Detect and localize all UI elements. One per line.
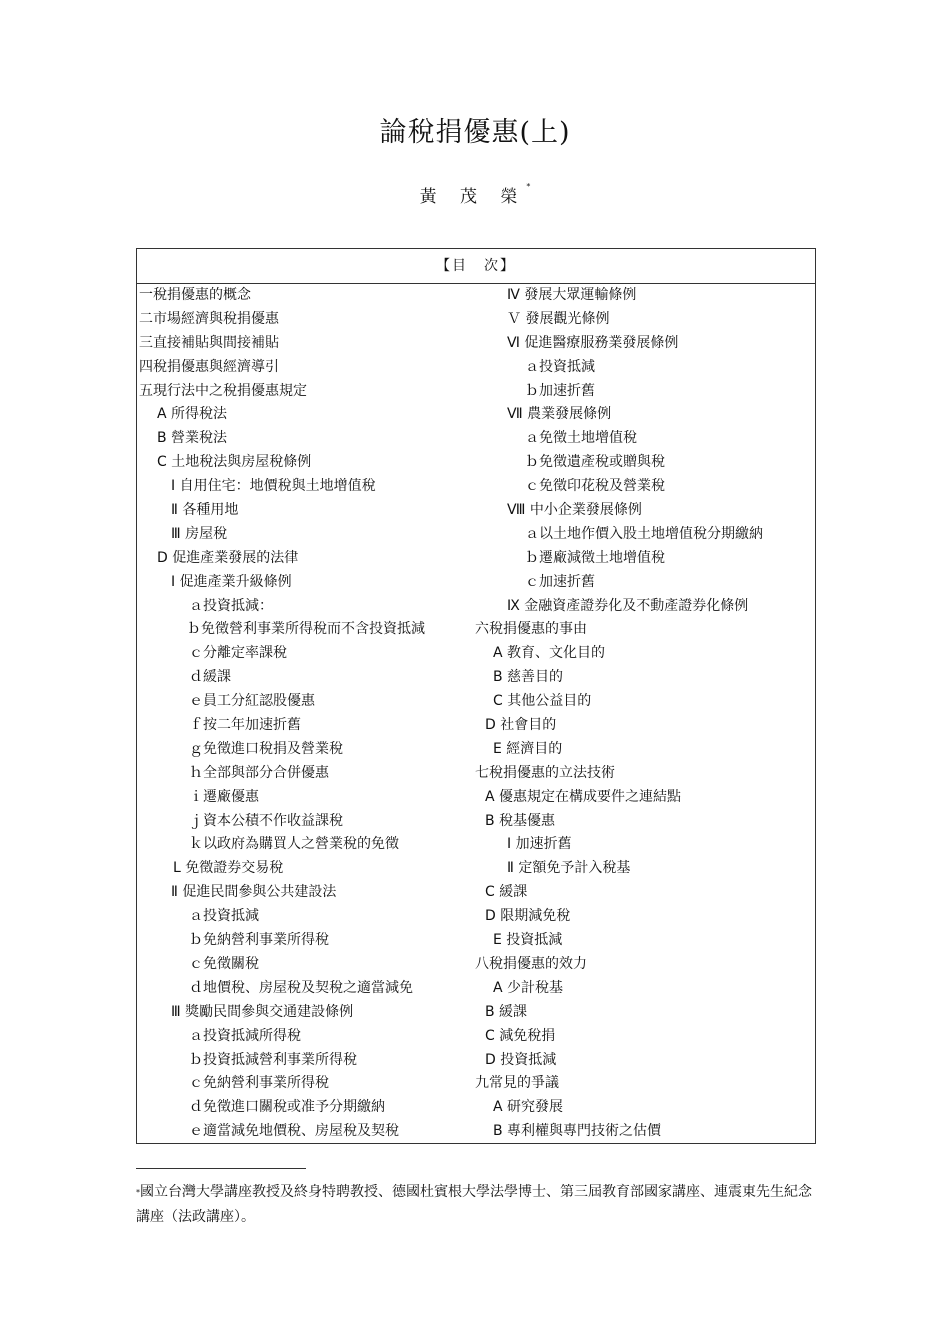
toc-entry: Ⅷ 中小企業發展條例 <box>507 502 642 519</box>
table-of-contents <box>136 248 816 1144</box>
toc-entry: D 促進產業發展的法律 <box>157 549 299 566</box>
toc-entry: ｈ全部與部分合併優惠 <box>189 764 329 781</box>
toc-entry: ｂ免納營利事業所得稅 <box>189 932 329 949</box>
toc-entry: ａ投資抵減 <box>189 908 259 925</box>
toc-entry: L 免徵證券交易稅 <box>173 860 284 877</box>
toc-entry: E 投資抵減 <box>493 932 563 949</box>
toc-entry: 二市場經濟與稅捐優惠 <box>139 310 279 327</box>
toc-entry: 五現行法中之稅捐優惠規定 <box>139 382 307 399</box>
toc-entry: Ⅱ 促進民間參與公共建設法 <box>171 884 337 901</box>
toc-entry: Ⅳ 發展大眾運輸條例 <box>507 287 637 303</box>
toc-entry: ｂ免徵遺產稅或贈與稅 <box>525 454 665 471</box>
toc-entry: C 緩課 <box>485 884 528 901</box>
toc-entry: Ⅱ 各種用地 <box>171 502 239 519</box>
toc-entry: ａ投資抵減 <box>525 358 595 375</box>
toc-entry: ｂ加速折舊 <box>525 382 595 399</box>
toc-entry: Ⅱ 定額免予計入稅基 <box>507 860 631 877</box>
author-line <box>0 182 950 207</box>
toc-entry: ｃ免徵印花稅及營業稅 <box>525 478 665 495</box>
toc-entry: ｄ緩課 <box>189 669 231 686</box>
toc-entry: ｅ適當減免地價稅、房屋稅及契稅 <box>189 1123 399 1140</box>
document-title: 論稅捐優惠(上) <box>379 117 571 148</box>
toc-right-column <box>475 284 815 1144</box>
toc-entry: ｃ免納營利事業所得稅 <box>189 1075 329 1092</box>
toc-entry: ｊ資本公積不作收益課稅 <box>189 812 343 829</box>
toc-entry: A 優惠規定在構成要件之連結點 <box>485 788 682 805</box>
toc-entry: ｉ遷廠優惠 <box>189 788 259 805</box>
toc-entry: Ⅲ 獎勵民間參與交通建設條例 <box>171 1003 354 1020</box>
toc-entry: B 營業稅法 <box>157 430 228 447</box>
toc-entry: ｂ免徵營利事業所得稅而不含投資抵減 <box>187 621 425 638</box>
toc-entry: C 土地稅法與房屋稅條例 <box>157 454 312 471</box>
toc-entry: ｅ員工分紅認股優惠 <box>189 693 315 710</box>
toc-entry: ｂ投資抵減營利事業所得稅 <box>189 1051 357 1068</box>
toc-entry: Ｖ 發展觀光條例 <box>507 310 610 327</box>
author-name: 黃 茂 榮 <box>419 187 527 207</box>
toc-entry: C 其他公益目的 <box>493 693 592 710</box>
toc-entry: B 慈善目的 <box>493 669 564 686</box>
toc-entry: 三直接補貼與間接補貼 <box>139 334 279 351</box>
toc-entry: D 投資抵減 <box>485 1051 557 1068</box>
footnote <box>136 1180 816 1230</box>
toc-left-column <box>139 284 475 1144</box>
toc-entry: C 減免稅捐 <box>485 1027 556 1044</box>
author-footnote-mark: * <box>526 182 531 191</box>
toc-entry: 一稅捐優惠的概念 <box>139 287 251 303</box>
toc-entry: ｋ以政府為購買人之營業稅的免徵 <box>189 836 399 853</box>
toc-entry: ａ投資抵減所得稅 <box>189 1027 301 1044</box>
toc-entry: ｄ免徵進口關稅或准予分期繳納 <box>189 1099 385 1116</box>
toc-entry: Ⅸ 金融資產證券化及不動產證券化條例 <box>507 597 749 614</box>
footnote-text: 國立台灣大學講座教授及終身特聘教授、德國杜賓根大學法學博士、第三屆教育部國家講座、連震東先生紀念講座（法政講座）。 <box>136 1184 812 1225</box>
toc-entry: ｇ免徵進口稅捐及營業稅 <box>189 740 343 757</box>
toc-entry: ａ以土地作價入股土地增值稅分期繳納 <box>525 525 763 542</box>
toc-entry: B 稅基優惠 <box>485 812 556 829</box>
toc-entry: A 少計稅基 <box>493 979 564 996</box>
toc-entry: 八稅捐優惠的效力 <box>475 955 587 972</box>
toc-entry: D 限期減免稅 <box>485 908 571 925</box>
toc-entry: ｃ免徵關稅 <box>189 955 259 972</box>
toc-entry: Ⅵ 促進醫療服務業發展條例 <box>507 334 679 351</box>
toc-entry: ｂ遷廠減徵土地增值稅 <box>525 549 665 566</box>
footnote-mark: * <box>136 1188 140 1197</box>
footnote-divider <box>136 1168 306 1169</box>
toc-entry: 六稅捐優惠的事由 <box>475 621 587 638</box>
toc-entry: 四稅捐優惠與經濟導引 <box>139 358 279 375</box>
toc-entry: ａ免徵土地增值稅 <box>525 430 637 447</box>
toc-entry: 七稅捐優惠的立法技術 <box>475 764 615 781</box>
toc-entry: ｃ分離定率課稅 <box>189 645 287 662</box>
toc-entry: B 專利權與專門技術之估價 <box>493 1123 662 1140</box>
toc-entry: ｄ地價稅、房屋稅及契稅之適當減免 <box>189 979 413 996</box>
toc-entry: D 社會目的 <box>485 717 557 734</box>
toc-entry: Ⅶ 農業發展條例 <box>507 406 612 423</box>
toc-header: 【目 次】 <box>137 249 815 284</box>
toc-entry: A 研究發展 <box>493 1099 564 1116</box>
toc-entry: Ⅰ 促進產業升級條例 <box>171 573 292 590</box>
toc-entry: A 所得稅法 <box>157 406 228 423</box>
toc-entry: ａ投資抵減： <box>189 597 273 614</box>
toc-entry: A 教育、文化目的 <box>493 645 606 662</box>
toc-entry: E 經濟目的 <box>493 740 563 757</box>
toc-entry: Ⅰ 加速折舊 <box>507 836 572 853</box>
toc-entry: ｃ加速折舊 <box>525 573 595 590</box>
toc-entry: Ⅰ 自用住宅：地價稅與土地增值稅 <box>171 478 376 495</box>
toc-entry: Ⅲ 房屋稅 <box>171 525 228 542</box>
toc-entry: B 緩課 <box>485 1003 528 1020</box>
toc-entry: 九常見的爭議 <box>475 1075 559 1092</box>
toc-entry: ｆ按二年加速折舊 <box>189 717 301 734</box>
